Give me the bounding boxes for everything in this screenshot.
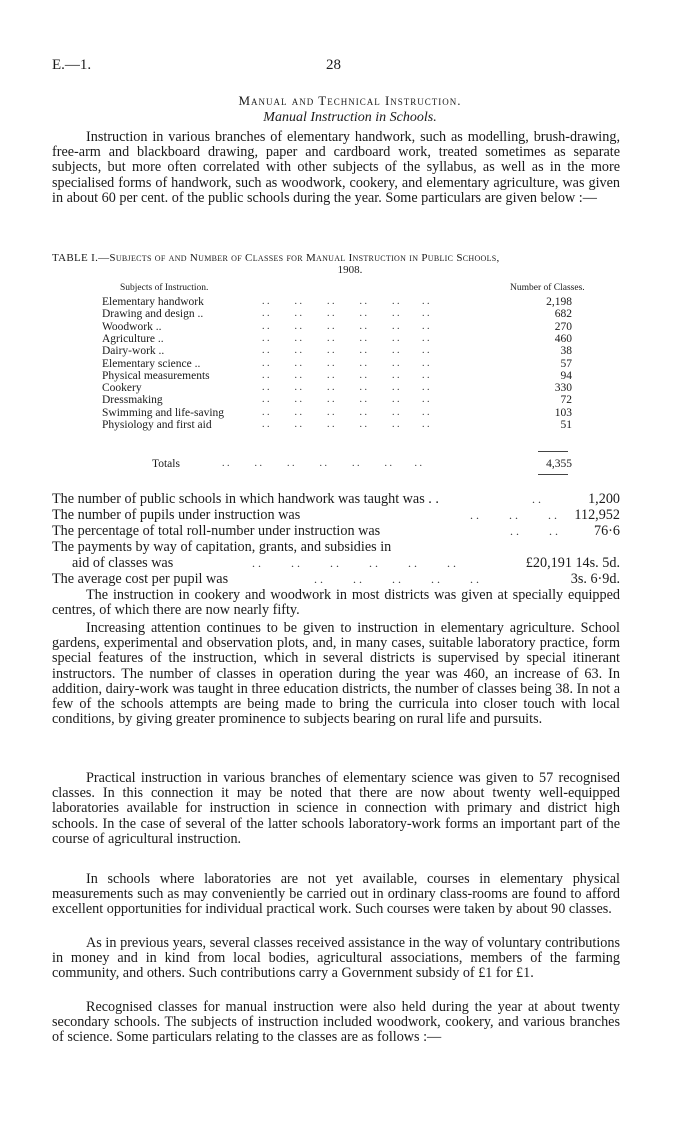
leader-dots: . . . . . . . . . . . .: [262, 357, 430, 369]
body-paragraph: Recognised classes for manual instruction were also held during the year at about twenty secondary schools. The subjects of instruction included woodwork, cookery, and various branches of science. Some particulars relating to the classes are as follows :—: [52, 999, 620, 1046]
subject-name: Dairy-work ..: [102, 345, 165, 358]
statistic-line: [52, 507, 620, 523]
table-row: [102, 370, 572, 382]
table-row: [102, 358, 572, 370]
leader-dots: . . . . . . . . . . . .: [262, 382, 430, 394]
statistic-line: [52, 523, 620, 539]
subject-name: Agriculture ..: [102, 332, 164, 345]
totals-value: 4,355: [546, 458, 572, 470]
report-code: E.—1.: [52, 57, 92, 73]
totals-rule-bottom: [538, 474, 568, 475]
class-count: 103: [554, 406, 572, 419]
subject-name: Elementary science ..: [102, 357, 201, 370]
class-count: 57: [560, 357, 572, 370]
body-paragraph: Increasing attention continues to be given to instruction in elementary agriculture. School gardens, experimental and observation plots, and, in many cases, suitable laboratory practice, form special features of the instruction, which in several districts is supervised by special itinerant instructors. The number of classes in operation during the year was 460, an increase of 63. In addition, dairy-work was taught in three education districts, the number of classes being 38. In not a few of the schools attempts are being made to bring the curricula into closer touch with local conditions, by giving greater prominence to subjects bearing on rural life and pursuits.: [52, 620, 620, 728]
statistic-value: 1,200: [588, 491, 620, 507]
class-count: 682: [554, 308, 572, 321]
body-paragraph: As in previous years, several classes received assistance in the way of voluntary contributions in money and in kind from local bodies, agricultural associations, members of the farming community, and others. Such contributions carry a Government subsidy of £1 for £1.: [52, 935, 620, 982]
statistic-label: The average cost per pupil was: [52, 571, 229, 587]
subject-name: Woodwork ..: [102, 320, 162, 333]
class-count: 330: [554, 382, 572, 395]
leader-dots: . . . . . . . . . . . .: [262, 406, 430, 418]
table-caption-text: Subjects of and Number of Classes for Manual Instruction in Public Schools,: [109, 252, 500, 264]
statistic-label: The percentage of total roll-number under instruction was: [52, 523, 381, 539]
subject-name: Dressmaking: [102, 394, 163, 407]
table-row: [102, 296, 572, 308]
statistic-label: The number of public schools in which handwork was taught was . .: [52, 491, 439, 507]
statistic-value: 76·6: [593, 523, 620, 539]
leader-dots: . . . . . . . . . . . .: [262, 320, 430, 332]
subject-name: Elementary handwork: [102, 296, 204, 308]
statistic-value: 112,952: [574, 507, 620, 523]
statistic-label: The payments by way of capitation, grants, and subsidies in: [52, 539, 392, 555]
leader-dots: . .: [532, 492, 541, 506]
leader-dots: . . . . . .: [470, 508, 557, 522]
subject-name: Physical measurements: [102, 369, 210, 382]
page-number: 28: [326, 57, 341, 73]
table-header-classes: Number of Classes.: [510, 283, 585, 293]
statistic-value: 3s. 6·9d.: [570, 571, 620, 587]
totals-rule-top: [538, 451, 568, 452]
class-count: 51: [560, 419, 572, 431]
leader-dots: . . . . . . . . . . . .: [262, 296, 430, 307]
table-row: [102, 382, 572, 394]
statistic-label: The number of pupils under instruction was: [52, 507, 301, 523]
subject-name: Drawing and design ..: [102, 308, 204, 321]
table-row: [102, 407, 572, 419]
class-count: 38: [560, 345, 572, 358]
body-paragraph: In schools where laboratories are not yet available, courses in elementary physical measurements such as may conveniently be carried out in ordinary class-rooms are found to afford excellent opportunities for individual practical work. Such courses were taken by about 90 classes.: [52, 871, 620, 918]
leader-dots: . . . .: [510, 524, 558, 538]
section-title: Manual and Technical Instruction.: [238, 93, 462, 108]
body-paragraph: The instruction in cookery and woodwork in most districts was given at specially equipped centres, of which there are now nearly fifty.: [52, 587, 620, 619]
leader-dots: . . . . . . . . . . . .: [262, 394, 430, 406]
subject-name: Cookery: [102, 382, 142, 395]
subject-name: Physiology and first aid: [102, 419, 212, 431]
leader-dots: . . . . . . . . . . . .: [252, 556, 456, 570]
table-row: [102, 345, 572, 357]
subject-name: Swimming and life-saving: [102, 406, 225, 419]
statistic-value: £20,191 14s. 5d.: [525, 555, 620, 571]
table-row: [102, 333, 572, 345]
class-count: 94: [560, 369, 572, 382]
table-row: [102, 419, 572, 431]
statistic-line: [52, 571, 620, 587]
intro-paragraph: Instruction in various branches of elementary handwork, such as modelling, brush-drawing, free-arm and blackboard drawing, paper and cardboard work, treated sometimes as separate subjects, but more often correlated with other subjects of the syllabus, as well as in the more specialised forms of handwork, such as woodwork, cookery, and elementary agriculture, was given in about 60 per cent. of the public schools during the year. Some particulars are given below :—: [52, 129, 620, 206]
class-count: 2,198: [546, 296, 572, 308]
statistic-label: aid of classes was: [72, 555, 174, 571]
leader-dots: . . . . . . . . . . . .: [262, 332, 430, 344]
table-header-subject: Subjects of Instruction.: [120, 283, 209, 293]
body-paragraph: Practical instruction in various branches of elementary science was given to 57 recognised classes. In this connection it may be noted that there are now about twenty well-equipped laboratories available for instruction in science in connection with primary and district high schools. In the case of several of the latter schools laboratory-work forms an important part of the course of agricultural instruction.: [52, 770, 620, 847]
statistic-line: [52, 555, 620, 571]
leader-dots: . . . . . . . . . . . .: [262, 345, 430, 357]
statistic-line: [52, 491, 620, 507]
leader-dots: . . . . . . . . . . . .: [262, 419, 430, 430]
leader-dots: . . . . . . . . . . . .: [262, 308, 430, 320]
table-row: [102, 308, 572, 320]
class-count: 270: [554, 320, 572, 333]
leader-dots: . . . . . . . . . . . . . .: [222, 458, 422, 469]
table-row: [102, 321, 572, 333]
class-count: 72: [560, 394, 572, 407]
totals-label: Totals: [152, 458, 180, 470]
leader-dots: . . . . . . . . . . . .: [262, 369, 430, 381]
table-caption-year: 1908.: [337, 264, 363, 276]
table-caption-prefix: TABLE I.—: [52, 252, 110, 264]
table-row: [102, 394, 572, 406]
leader-dots: . . . . . . . . . .: [314, 572, 479, 586]
class-count: 460: [554, 332, 572, 345]
statistic-line: [52, 539, 620, 555]
totals-row: [102, 458, 572, 470]
section-subtitle: Manual Instruction in Schools.: [263, 110, 437, 125]
